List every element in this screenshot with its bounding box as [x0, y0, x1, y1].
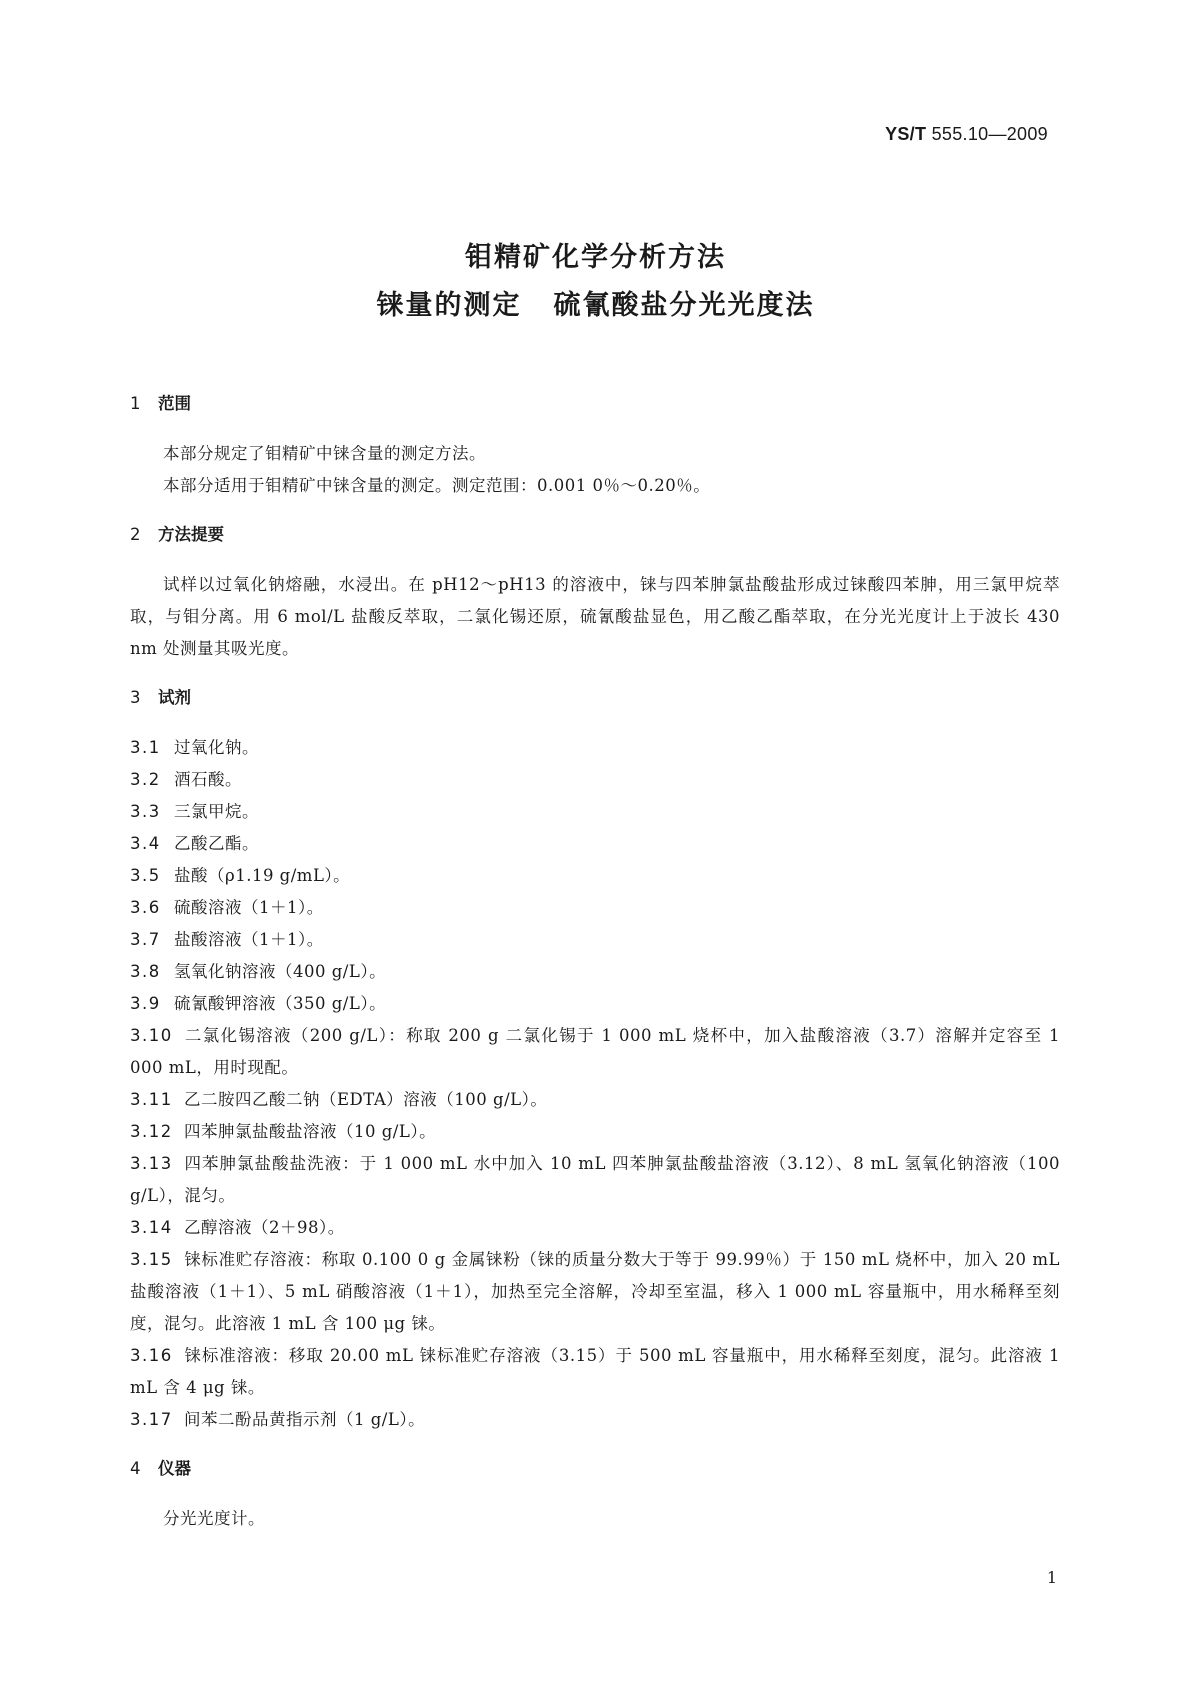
item-number: 3.6 [130, 898, 161, 917]
item-number: 3.8 [130, 962, 161, 981]
item-number: 3.9 [130, 994, 161, 1013]
paragraph: 分光光度计。 [163, 1509, 265, 1528]
standard-code [885, 124, 1048, 145]
section-principle [130, 569, 1060, 665]
reagent-item [130, 732, 1060, 764]
item-number: 3.11 [130, 1090, 173, 1109]
item-number: 3.4 [130, 834, 161, 853]
item-number: 3.3 [130, 802, 161, 821]
document-body [130, 393, 1060, 1557]
item-text: 氢氧化钠溶液（400 g/L）。 [174, 962, 387, 981]
item-text: 过氧化钠。 [174, 738, 259, 757]
reagent-item [130, 1340, 1060, 1404]
reagent-item [130, 860, 1060, 892]
section-title: 方法提要 [158, 525, 224, 544]
section-number: 4 [130, 1459, 141, 1478]
section-number: 2 [130, 525, 141, 544]
section-heading-reagents [130, 687, 1060, 709]
item-text: 二氯化锡溶液（200 g/L）：称取 200 g 二氯化锡于 1 000 mL 烧杯中，加入盐酸溶液（3.7）溶解并定容至 1 000 mL，用时现配。 [130, 1026, 1060, 1077]
reagent-list [130, 732, 1060, 1436]
title-subject: 铼量的测定 [376, 290, 522, 321]
item-number: 3.2 [130, 770, 161, 789]
item-text: 硫氰酸钾溶液（350 g/L）。 [174, 994, 387, 1013]
item-number: 3.5 [130, 866, 161, 885]
section-number: 3 [130, 688, 141, 707]
item-text: 四苯胂氯盐酸盐洗液：于 1 000 mL 水中加入 10 mL 四苯胂氯盐酸盐溶液（3.12）、8 mL 氢氧化钠溶液（100 g/L），混匀。 [130, 1154, 1060, 1205]
reagent-item [130, 1116, 1060, 1148]
section-title: 试剂 [158, 688, 191, 707]
item-text: 三氯甲烷。 [174, 802, 259, 821]
item-text: 铼标准溶液：移取 20.00 mL 铼标准贮存溶液（3.15）于 500 mL 容量瓶中，用水稀释至刻度，混匀。此溶液 1 mL 含 4 μg 铼。 [130, 1346, 1060, 1397]
item-number: 3.15 [130, 1250, 173, 1269]
paragraph: 本部分规定了钼精矿中铼含量的测定方法。 [163, 444, 486, 463]
reagent-item [130, 1148, 1060, 1212]
item-number: 3.1 [130, 738, 161, 757]
reagent-item [130, 956, 1060, 988]
item-number: 3.14 [130, 1218, 173, 1237]
item-number: 3.10 [130, 1026, 173, 1045]
paragraph: 本部分适用于钼精矿中铼含量的测定。测定范围：0.001 0％～0.20％。 [163, 476, 711, 495]
section-apparatus [130, 1503, 1060, 1535]
item-text: 乙二胺四乙酸二钠（EDTA）溶液（100 g/L）。 [184, 1090, 548, 1109]
document-title-line1: 钼精矿化学分析方法 [465, 242, 726, 273]
reagent-item [130, 1244, 1060, 1340]
item-number: 3.16 [130, 1346, 173, 1365]
item-text: 间苯二酚品黄指示剂（1 g/L）。 [184, 1410, 426, 1429]
item-text: 四苯胂氯盐酸盐溶液（10 g/L）。 [184, 1122, 437, 1141]
document-title-line2 [0, 283, 1191, 322]
reagent-item [130, 828, 1060, 860]
reagent-item [130, 796, 1060, 828]
item-number: 3.7 [130, 930, 161, 949]
reagent-item [130, 764, 1060, 796]
reagent-item [130, 1020, 1060, 1084]
section-scope [130, 438, 1060, 502]
item-number: 3.13 [130, 1154, 173, 1173]
section-title: 范围 [158, 394, 191, 413]
reagent-item [130, 892, 1060, 924]
page-number: 1 [1046, 1568, 1057, 1587]
section-heading-apparatus [130, 1458, 1060, 1480]
reagent-item [130, 1212, 1060, 1244]
item-text: 硫酸溶液（1＋1）。 [174, 898, 324, 917]
reagent-item [130, 924, 1060, 956]
section-title: 仪器 [158, 1459, 191, 1478]
section-heading-principle [130, 524, 1060, 546]
standard-number: 555.10—2009 [931, 124, 1048, 144]
paragraph: 试样以过氧化钠熔融，水浸出。在 pH12～pH13 的溶液中，铼与四苯胂氯盐酸盐形成过铼酸四苯胂，用三氯甲烷萃取，与钼分离。用 6 mol/L 盐酸反萃取，二氯化锡还原，硫氰酸盐显色，用乙酸乙酯萃取，在分光光度计上于波长 430 nm 处测量其吸光度。 [130, 575, 1061, 658]
item-text: 盐酸（ρ1.19 g/mL）。 [174, 866, 351, 885]
reagent-item [130, 988, 1060, 1020]
section-number: 1 [130, 394, 141, 413]
item-number: 3.12 [130, 1122, 173, 1141]
item-number: 3.17 [130, 1410, 173, 1429]
standard-org: YS/T [885, 124, 927, 144]
section-heading-scope [130, 393, 1060, 415]
item-text: 盐酸溶液（1＋1）。 [174, 930, 324, 949]
item-text: 铼标准贮存溶液：称取 0.100 0 g 金属铼粉（铼的质量分数大于等于 99.99％）于 150 mL 烧杯中，加入 20 mL 盐酸溶液（1＋1）、5 mL 硝酸溶液（1＋1），加热至完全溶解，冷却至室温，移入 1 000 mL 容量瓶中，用水稀释至刻度，混匀。此溶液 1 mL 含 100 μg 铼。 [130, 1250, 1060, 1333]
title-method: 硫氰酸盐分光光度法 [553, 290, 815, 321]
item-text: 乙酸乙酯。 [174, 834, 259, 853]
item-text: 酒石酸。 [174, 770, 242, 789]
item-text: 乙醇溶液（2＋98）。 [184, 1218, 345, 1237]
reagent-item [130, 1084, 1060, 1116]
reagent-item [130, 1404, 1060, 1436]
